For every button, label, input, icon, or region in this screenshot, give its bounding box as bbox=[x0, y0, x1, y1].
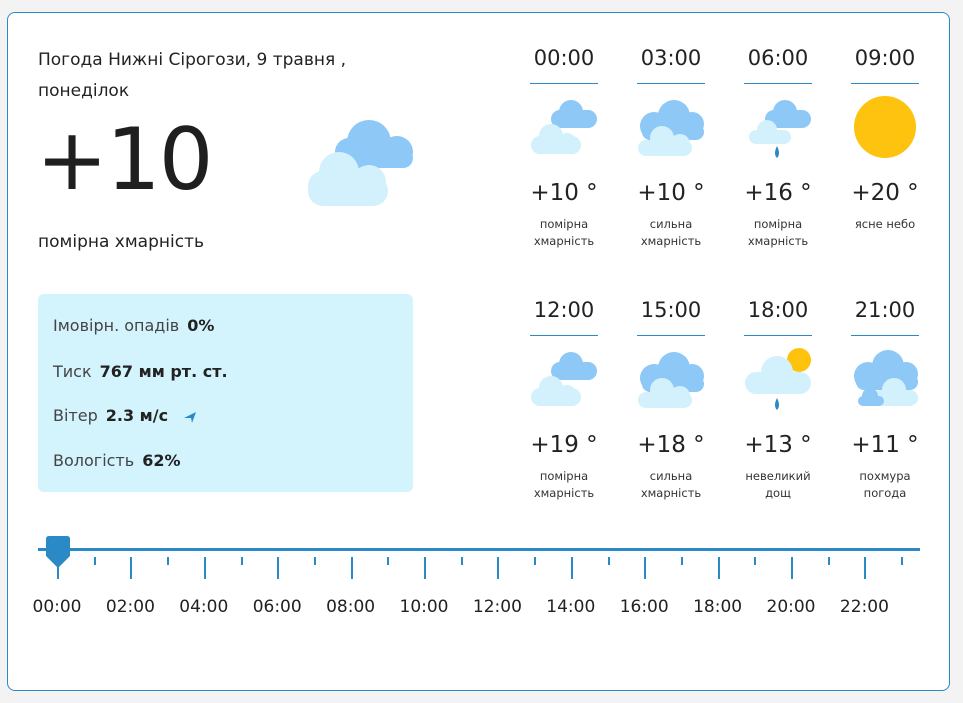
timeline-label[interactable]: 22:00 bbox=[839, 597, 889, 617]
hour-forecast[interactable] bbox=[743, 43, 813, 250]
slider-tick bbox=[608, 557, 610, 565]
divider bbox=[637, 335, 705, 336]
hour-temperature: +10 ° bbox=[637, 180, 705, 206]
slider-track[interactable] bbox=[38, 548, 920, 551]
hour-time: 00:00 bbox=[533, 46, 595, 70]
precipitation-row bbox=[53, 316, 214, 335]
precipitation-label: Імовірн. опадів bbox=[53, 316, 180, 335]
hour-time: 12:00 bbox=[533, 298, 595, 322]
timeline-label[interactable]: 12:00 bbox=[472, 597, 522, 617]
humidity-label: Вологість bbox=[53, 451, 135, 470]
hour-forecast[interactable] bbox=[850, 43, 920, 233]
wind-value: 2.3 м/с bbox=[105, 406, 169, 425]
divider bbox=[851, 335, 919, 336]
slider-handle[interactable] bbox=[46, 536, 70, 570]
hour-temperature: +13 ° bbox=[744, 432, 812, 458]
hour-forecast[interactable] bbox=[529, 43, 599, 250]
timeline-label[interactable]: 04:00 bbox=[179, 597, 229, 617]
slider-tick bbox=[791, 557, 793, 579]
slider-tick bbox=[94, 557, 96, 565]
slider-tick bbox=[534, 557, 536, 565]
heavy-cloud-icon bbox=[636, 346, 706, 416]
slider-tick bbox=[571, 557, 573, 579]
slider-tick bbox=[828, 557, 830, 565]
humidity-row bbox=[53, 451, 180, 470]
hour-forecast[interactable] bbox=[636, 43, 706, 250]
divider bbox=[744, 83, 812, 84]
hour-condition: помірна хмарність bbox=[747, 217, 809, 248]
slider-tick bbox=[864, 557, 866, 579]
timeline-label[interactable]: 10:00 bbox=[399, 597, 449, 617]
location-title: Погода Нижні Сірогози, 9 травня , понеділок bbox=[38, 50, 346, 101]
slider-tick bbox=[277, 557, 279, 579]
slider-tick bbox=[204, 557, 206, 579]
slider-tick bbox=[681, 557, 683, 565]
timeline-label[interactable]: 20:00 bbox=[766, 597, 816, 617]
cloudy-icon bbox=[303, 114, 418, 210]
hour-condition: ясне небо bbox=[854, 217, 916, 231]
slider-tick bbox=[754, 557, 756, 565]
time-slider[interactable] bbox=[38, 548, 920, 598]
timeline-label[interactable]: 08:00 bbox=[326, 597, 376, 617]
slider-tick bbox=[241, 557, 243, 565]
divider bbox=[851, 83, 919, 84]
hour-temperature: +19 ° bbox=[530, 432, 598, 458]
humidity-value: 62% bbox=[142, 451, 181, 470]
overcast-icon bbox=[850, 346, 920, 416]
timeline-label[interactable]: 06:00 bbox=[252, 597, 302, 617]
timeline-label[interactable]: 16:00 bbox=[619, 597, 669, 617]
slider-tick bbox=[461, 557, 463, 565]
slider-tick bbox=[644, 557, 646, 579]
pressure-row bbox=[53, 362, 228, 381]
hour-condition: сильна хмарність bbox=[640, 469, 702, 500]
details-panel bbox=[38, 294, 413, 492]
hour-temperature: +18 ° bbox=[637, 432, 705, 458]
precipitation-value: 0% bbox=[187, 316, 215, 335]
slider-tick bbox=[497, 557, 499, 579]
heavy-cloud-icon bbox=[636, 94, 706, 164]
wind-row bbox=[53, 406, 197, 425]
hour-temperature: +20 ° bbox=[851, 180, 919, 206]
pressure-label: Тиск bbox=[53, 362, 92, 381]
wind-label: Вітер bbox=[53, 406, 98, 425]
divider bbox=[637, 83, 705, 84]
hour-temperature: +11 ° bbox=[851, 432, 919, 458]
partly-cloudy-icon bbox=[529, 94, 599, 164]
slider-tick bbox=[167, 557, 169, 565]
timeline-label[interactable]: 14:00 bbox=[546, 597, 596, 617]
pressure-value: 767 мм рт. ст. bbox=[99, 362, 228, 381]
hour-forecast[interactable] bbox=[743, 295, 813, 502]
slider-tick bbox=[718, 557, 720, 579]
hour-condition: помірна хмарність bbox=[533, 217, 595, 248]
slider-tick bbox=[901, 557, 903, 565]
current-temperature: +10 bbox=[36, 110, 212, 210]
hour-condition: невеликий дощ bbox=[745, 469, 811, 500]
hour-time: 06:00 bbox=[747, 46, 809, 70]
hour-forecast[interactable] bbox=[529, 295, 599, 502]
wind-direction-arrow-icon bbox=[183, 410, 197, 424]
current-condition: помірна хмарність bbox=[38, 232, 204, 252]
sun-icon bbox=[850, 94, 920, 164]
hour-time: 15:00 bbox=[640, 298, 702, 322]
hour-temperature: +10 ° bbox=[530, 180, 598, 206]
hour-forecast[interactable] bbox=[850, 295, 920, 502]
hour-time: 09:00 bbox=[854, 46, 916, 70]
partly-cloudy-icon bbox=[529, 346, 599, 416]
slider-tick bbox=[387, 557, 389, 565]
hour-condition: сильна хмарність bbox=[640, 217, 702, 248]
hour-forecast[interactable] bbox=[636, 295, 706, 502]
timeline-label[interactable]: 00:00 bbox=[32, 597, 82, 617]
slider-tick bbox=[314, 557, 316, 565]
timeline-label[interactable]: 02:00 bbox=[105, 597, 155, 617]
divider bbox=[530, 83, 598, 84]
hour-time: 03:00 bbox=[640, 46, 702, 70]
light-rain-sun-icon bbox=[743, 346, 813, 416]
hour-time: 21:00 bbox=[854, 298, 916, 322]
divider bbox=[530, 335, 598, 336]
hour-condition: похмура погода bbox=[859, 469, 911, 500]
hour-condition: помірна хмарність bbox=[533, 469, 595, 500]
timeline-label[interactable]: 18:00 bbox=[693, 597, 743, 617]
slider-tick bbox=[130, 557, 132, 579]
slider-tick bbox=[351, 557, 353, 579]
slider-tick bbox=[424, 557, 426, 579]
hour-temperature: +16 ° bbox=[744, 180, 812, 206]
hour-time: 18:00 bbox=[747, 298, 809, 322]
partly-cloudy-drop-icon bbox=[743, 94, 813, 164]
divider bbox=[744, 335, 812, 336]
